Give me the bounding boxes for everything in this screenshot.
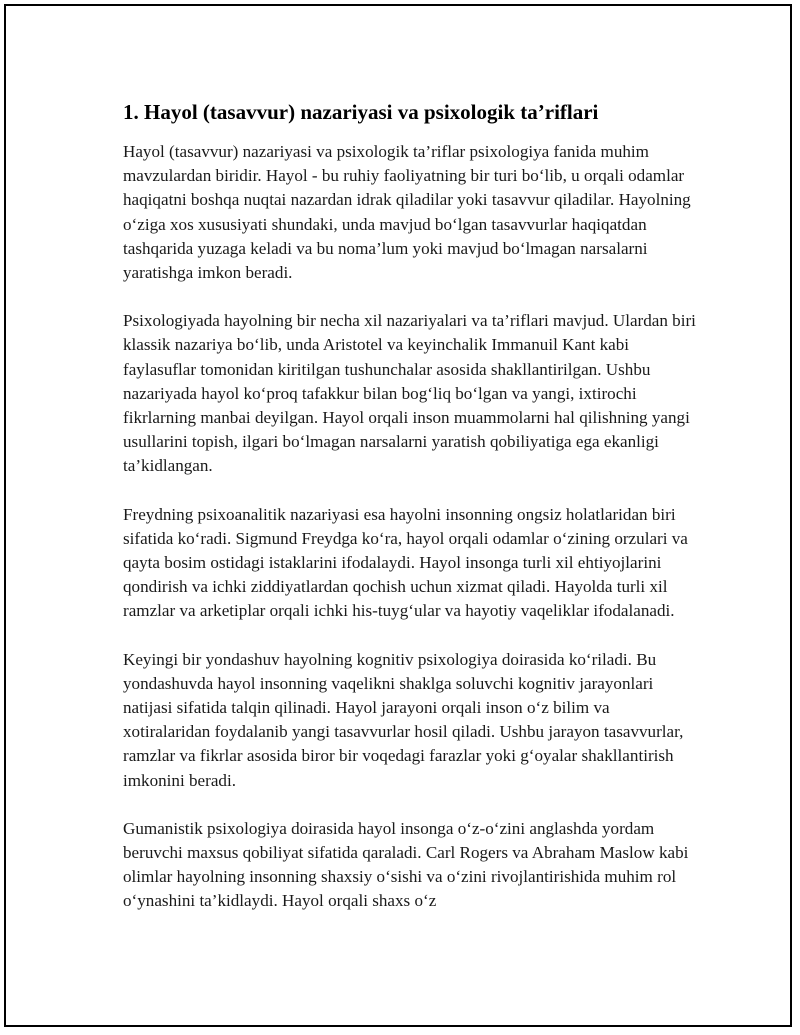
document-title: 1. Hayol (tasavvur) nazariyasi va psixologik ta’riflari	[123, 100, 599, 124]
paragraph-3: Freydning psixoanalitik nazariyasi esa hayolni insonning ongsiz holatlaridan biri sifatida ko‘radi. Sigmund Freydga ko‘ra, hayol orqali odamlar o‘zining orzulari va qayta bosim ostidagi istaklarini ifodalaydi. Hayol insonga turli xil ehtiyojlarini qondirish va ichki ziddiyatlardan qochish uchun xizmat qiladi. Hayolda turli xil ramzlar va arketiplar orqali ichki his-tuyg‘ular va hayotiy vaqeliklar ifodalanadi.	[123, 504, 688, 621]
document-body	[123, 94, 701, 938]
paragraph-4: Keyingi bir yondashuv hayolning kognitiv psixologiya doirasida ko‘riladi. Bu yondashuvda hayol insonning vaqelikni shaklga soluvchi kognitiv jarayonlari natijasi sifatida talqin qilinadi. Hayol jarayoni orqali inson o‘z bilim va xotiralaridan foydalanib yangi tasavvurlar hosil qiladi. Ushbu jarayon tasavvurlar, ramzlar va fikrlar asosida biror bir voqedagi farazlar yoki g‘oyalar shakllantirish imkonini beradi.	[123, 649, 684, 790]
paragraph-5: Gumanistik psixologiya doirasida hayol insonga o‘z-o‘zini anglashda yordam beruvchi maxsus qobiliyat sifatida qaraladi. Carl Rogers va Abraham Maslow kabi olimlar hayolning insonning shaxsiy o‘sishi va o‘zini rivojlantirishida muhim rol o‘ynashini ta’kidlaydi. Hayol orqali shaxs o‘z	[123, 818, 689, 911]
paragraph-2: Psixologiyada hayolning bir necha xil nazariyalari va ta’riflari mavjud. Ulardan biri klassik nazariya bo‘lib, unda Aristotel va keyinchalik Immanuil Kant kabi faylasuflar tomonidan kiritilgan tushunchalar asosida shakllantirilgan. Ushbu nazariyada hayol ko‘proq tafakkur bilan bog‘liq bo‘lgan va yangi, ixtirochi fikrlarning manbai deyilgan. Hayol orqali inson muammolarni hal qilishning yangi usullarini topish, ilgari bo‘lmagan narsalarni yaratish qobiliyatiga ega ekanligi ta’kidlangan.	[123, 311, 696, 476]
paragraph-1: Hayol (tasavvur) nazariyasi va psixologik ta’riflar psixologiya fanida muhim mavzulardan biridir. Hayol - bu ruhiy faoliyatning bir turi bo‘lib, u orqali odamlar haqiqatni boshqa nuqtai nazardan idrak qiladilar yoki tasavvur qiladilar. Hayolning o‘ziga xos xususiyati shundaki, unda mavjud bo‘lgan tasavvurlar haqiqatdan tashqarida yuzaga keladi va bu noma’lum yoki mavjud bo‘lmagan narsalarni yaratishga imkon beradi.	[123, 142, 691, 283]
page-frame	[4, 4, 792, 1027]
